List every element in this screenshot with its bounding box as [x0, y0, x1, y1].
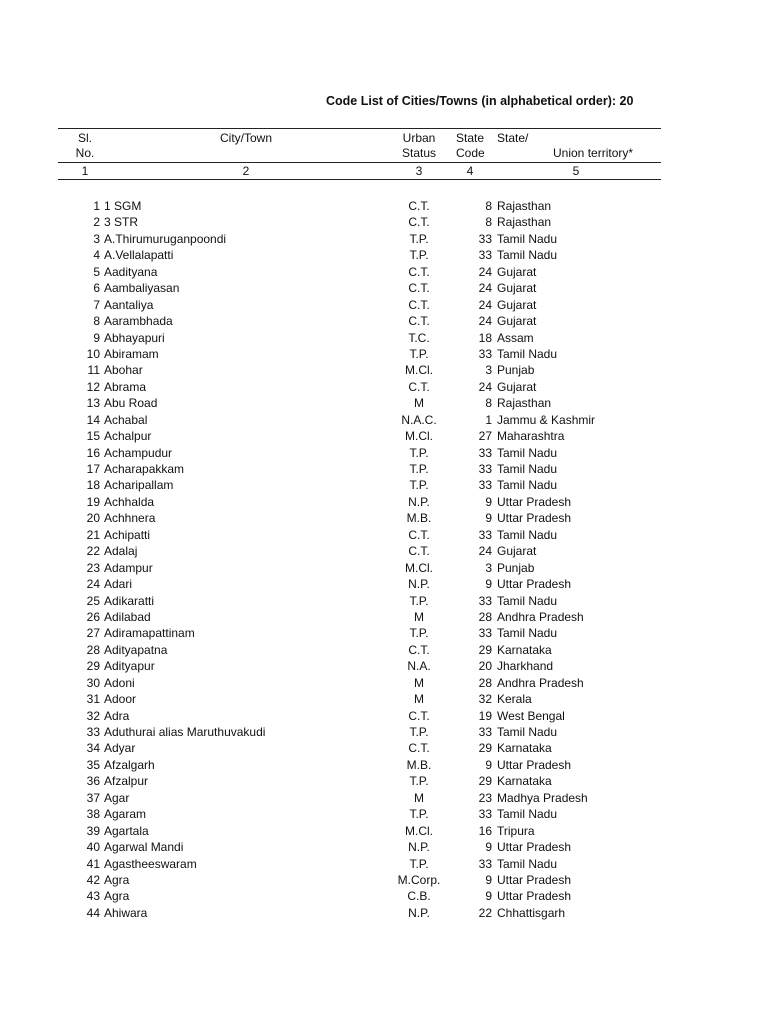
- column-number-3: 3: [415, 164, 423, 178]
- table-row: [0, 494, 768, 510]
- column-number-5: 5: [572, 164, 580, 178]
- state-code-cell: 33: [478, 445, 492, 460]
- sl-cell: 33: [86, 725, 100, 739]
- table-row: [0, 724, 768, 740]
- state-cell: Andhra Pradesh: [497, 609, 584, 624]
- state-code-cell: 8: [485, 396, 492, 411]
- sl-cell: 44: [86, 905, 100, 920]
- state-cell: Uttar Pradesh: [497, 840, 572, 855]
- column-number-2: 2: [242, 164, 250, 178]
- table-row: [0, 313, 768, 329]
- city-cell: Achampudur: [104, 445, 173, 460]
- state-cell: Tamil Nadu: [497, 527, 558, 542]
- sl-cell: 26: [86, 609, 100, 624]
- state-code-cell: 9: [485, 889, 492, 904]
- table-row: [0, 214, 768, 230]
- table-row: [0, 264, 768, 280]
- table-row: [0, 872, 768, 888]
- city-cell: Adra: [104, 708, 130, 723]
- city-cell: Abhayapuri: [104, 330, 165, 345]
- urban-status-cell: M.Cl.: [405, 823, 433, 838]
- city-cell: Adoor: [104, 692, 137, 707]
- table-row: [0, 247, 768, 263]
- state-code-cell: 16: [478, 823, 492, 838]
- state-code-cell: 19: [478, 708, 492, 723]
- city-cell: Abiramam: [104, 346, 159, 361]
- sl-cell: 8: [93, 314, 100, 329]
- city-cell: Agarwal Mandi: [104, 840, 184, 855]
- state-cell: Tamil Nadu: [497, 593, 558, 608]
- city-cell: Adari: [104, 577, 133, 592]
- state-cell: Kerala: [497, 692, 532, 707]
- sl-cell: 27: [86, 626, 100, 641]
- state-code-cell: 33: [478, 725, 492, 739]
- urban-status-cell: M: [414, 790, 424, 805]
- state-cell: Tamil Nadu: [497, 626, 558, 641]
- state-cell: Uttar Pradesh: [497, 872, 572, 887]
- table-row: [0, 823, 768, 839]
- city-cell: Achhnera: [104, 511, 156, 526]
- urban-status-cell: C.T.: [408, 527, 430, 542]
- state-code-cell: 24: [478, 264, 492, 279]
- state-cell: Tamil Nadu: [497, 856, 558, 871]
- state-cell: Uttar Pradesh: [497, 494, 572, 509]
- urban-status-cell: C.T.: [408, 708, 430, 723]
- sl-cell: 12: [86, 379, 100, 394]
- state-cell: Gujarat: [497, 264, 537, 279]
- city-cell: Achalpur: [104, 429, 152, 444]
- state-cell: Assam: [497, 330, 534, 345]
- table-row: [0, 806, 768, 822]
- state-code-cell: 29: [478, 741, 492, 756]
- city-cell: Adityapatna: [104, 642, 168, 657]
- state-code-cell: 33: [478, 231, 492, 246]
- urban-status-cell: T.P.: [409, 231, 429, 246]
- sl-cell: 13: [86, 396, 100, 411]
- table-row: [0, 412, 768, 428]
- header-urban-status: [392, 131, 446, 161]
- city-cell: 3 STR: [104, 215, 139, 230]
- urban-status-cell: M.Cl.: [405, 429, 433, 444]
- sl-cell: 25: [86, 593, 100, 608]
- table-row: [0, 428, 768, 444]
- urban-status-cell: M.B.: [406, 511, 432, 526]
- state-cell: Tripura: [497, 823, 535, 838]
- table-row: [0, 856, 768, 872]
- city-cell: Abrama: [104, 379, 147, 394]
- urban-status-cell: T.P.: [409, 626, 429, 641]
- state-cell: Jharkhand: [497, 659, 554, 674]
- sl-cell: 41: [86, 856, 100, 871]
- sl-cell: 16: [86, 445, 100, 460]
- sl-cell: 2: [93, 215, 100, 230]
- table-row: [0, 593, 768, 609]
- column-number-1: 1: [81, 164, 89, 178]
- table-row: [0, 708, 768, 724]
- urban-status-cell: T.P.: [409, 462, 429, 476]
- sl-cell: 28: [86, 642, 100, 657]
- urban-status-cell: N.P.: [408, 494, 430, 509]
- table-row: [0, 839, 768, 855]
- header-mid-rule: [58, 162, 661, 163]
- state-cell: Punjab: [497, 363, 535, 378]
- state-code-cell: 33: [478, 346, 492, 361]
- table-row: [0, 642, 768, 658]
- state-cell: Punjab: [497, 560, 535, 575]
- state-code-cell: 33: [478, 462, 492, 476]
- state-cell: Uttar Pradesh: [497, 889, 572, 904]
- state-cell: Maharashtra: [497, 429, 565, 444]
- urban-status-cell: M.Cl.: [405, 560, 433, 575]
- table-row: [0, 625, 768, 641]
- table-row: [0, 477, 768, 493]
- state-cell: Gujarat: [497, 297, 537, 312]
- state-cell: Rajasthan: [497, 215, 552, 230]
- urban-status-cell: C.T.: [408, 281, 430, 296]
- state-code-cell: 33: [478, 527, 492, 542]
- sl-cell: 18: [86, 478, 100, 493]
- city-cell: Aambaliyasan: [104, 281, 180, 296]
- city-table-body: [0, 198, 768, 921]
- state-code-cell: 24: [478, 314, 492, 329]
- table-row: [0, 231, 768, 247]
- state-code-cell: 20: [478, 659, 492, 674]
- header-state-code-line2: Code: [456, 146, 485, 160]
- page-title: Code List of Cities/Towns (in alphabetical order): 20: [326, 94, 634, 108]
- urban-status-cell: T.C.: [408, 330, 430, 345]
- urban-status-cell: C.T.: [408, 215, 430, 230]
- urban-status-cell: N.P.: [408, 577, 430, 592]
- state-cell: Uttar Pradesh: [497, 577, 572, 592]
- city-cell: Adilabad: [104, 609, 151, 624]
- city-cell: Adyar: [104, 741, 136, 756]
- sl-cell: 4: [93, 248, 100, 263]
- state-code-cell: 33: [478, 593, 492, 608]
- sl-cell: 15: [86, 429, 100, 444]
- state-code-cell: 27: [478, 429, 492, 444]
- state-cell: Tamil Nadu: [497, 346, 558, 361]
- table-row: [0, 740, 768, 756]
- sl-cell: 34: [86, 741, 100, 756]
- state-cell: Jammu & Kashmir: [497, 412, 596, 427]
- sl-cell: 24: [86, 577, 100, 592]
- urban-status-cell: C.T.: [408, 741, 430, 756]
- state-cell: Gujarat: [497, 281, 537, 296]
- sl-cell: 11: [87, 363, 100, 378]
- header-city-town: City/Town: [219, 131, 272, 145]
- city-cell: Adampur: [104, 560, 153, 575]
- urban-status-cell: T.P.: [409, 856, 429, 871]
- state-code-cell: 9: [485, 577, 492, 592]
- city-cell: Agartala: [104, 823, 149, 838]
- state-cell: Gujarat: [497, 314, 537, 329]
- sl-cell: 30: [86, 675, 100, 690]
- state-code-cell: 8: [485, 199, 492, 213]
- state-cell: Tamil Nadu: [497, 231, 558, 246]
- state-code-cell: 9: [485, 872, 492, 887]
- table-row: [0, 297, 768, 313]
- table-row: [0, 609, 768, 625]
- sl-cell: 20: [86, 511, 100, 526]
- sl-cell: 17: [86, 462, 100, 476]
- sl-cell: 39: [86, 823, 100, 838]
- city-cell: Abu Road: [104, 396, 158, 411]
- state-code-cell: 9: [485, 494, 492, 509]
- state-cell: Tamil Nadu: [497, 478, 558, 493]
- state-cell: Madhya Pradesh: [497, 790, 588, 805]
- sl-cell: 31: [86, 692, 100, 707]
- urban-status-cell: C.T.: [408, 642, 430, 657]
- table-row: [0, 658, 768, 674]
- city-cell: Acharapakkam: [104, 462, 185, 476]
- state-code-cell: 8: [485, 215, 492, 230]
- city-cell: Abohar: [104, 363, 143, 378]
- state-cell: Rajasthan: [497, 199, 552, 213]
- state-cell: Tamil Nadu: [497, 725, 558, 739]
- state-cell: Uttar Pradesh: [497, 511, 572, 526]
- city-cell: Achabal: [104, 412, 148, 427]
- header-sl-line2: No.: [75, 146, 95, 160]
- table-row: [0, 576, 768, 592]
- header-sl-line1: Sl.: [77, 131, 92, 145]
- city-cell: Aduthurai alias Maruthuvakudi: [104, 725, 266, 739]
- sl-cell: 43: [86, 889, 100, 904]
- urban-status-cell: M.B.: [406, 757, 432, 772]
- table-row: [0, 888, 768, 904]
- table-row: [0, 905, 768, 921]
- table-row: [0, 198, 768, 214]
- state-cell: Tamil Nadu: [497, 462, 558, 476]
- city-cell: Afzalgarh: [104, 757, 155, 772]
- state-cell: Tamil Nadu: [497, 248, 558, 263]
- urban-status-cell: T.P.: [409, 346, 429, 361]
- state-cell: Karnataka: [497, 774, 552, 789]
- state-code-cell: 1: [485, 412, 492, 427]
- state-code-cell: 24: [478, 281, 492, 296]
- state-code-cell: 29: [478, 774, 492, 789]
- city-cell: Achhalda: [104, 494, 155, 509]
- urban-status-cell: N.P.: [408, 905, 430, 920]
- table-row: [0, 527, 768, 543]
- header-urban-line1: Urban: [402, 131, 436, 145]
- urban-status-cell: M: [414, 396, 424, 411]
- header-state-code-line1: State: [456, 131, 485, 145]
- state-code-cell: 24: [478, 297, 492, 312]
- state-code-cell: 9: [485, 757, 492, 772]
- city-cell: Agra: [104, 889, 130, 904]
- urban-status-cell: M.Corp.: [397, 872, 441, 887]
- table-row: [0, 757, 768, 773]
- city-cell: A.Thirumuruganpoondi: [104, 231, 227, 246]
- table-row: [0, 790, 768, 806]
- sl-cell: 21: [86, 527, 100, 542]
- header-state-line1: State/: [497, 131, 529, 145]
- header-top-rule: [58, 128, 661, 129]
- sl-cell: 37: [86, 790, 100, 805]
- state-code-cell: 24: [478, 544, 492, 559]
- urban-status-cell: T.P.: [409, 478, 429, 493]
- urban-status-cell: T.P.: [409, 248, 429, 263]
- table-row: [0, 510, 768, 526]
- table-row: [0, 560, 768, 576]
- sl-cell: 6: [93, 281, 100, 296]
- state-code-cell: 22: [478, 905, 492, 920]
- city-cell: Ahiwara: [104, 905, 148, 920]
- city-cell: Adikaratti: [104, 593, 155, 608]
- state-code-cell: 3: [485, 363, 492, 378]
- urban-status-cell: N.A.: [407, 659, 431, 674]
- table-row: [0, 362, 768, 378]
- state-code-cell: 23: [478, 790, 492, 805]
- header-state-code: [456, 131, 485, 161]
- urban-status-cell: C.T.: [408, 544, 430, 559]
- header-urban-line2: Status: [401, 146, 437, 160]
- header-bottom-rule: [58, 179, 661, 180]
- sl-cell: 42: [86, 872, 100, 887]
- urban-status-cell: T.P.: [409, 445, 429, 460]
- urban-status-cell: M.Cl.: [405, 363, 433, 378]
- sl-cell: 23: [86, 560, 100, 575]
- urban-status-cell: M: [414, 692, 424, 707]
- city-cell: Aantaliya: [104, 297, 154, 312]
- state-code-cell: 28: [478, 609, 492, 624]
- state-code-cell: 9: [485, 840, 492, 855]
- city-cell: Adiramapattinam: [104, 626, 195, 641]
- sl-cell: 7: [93, 297, 100, 312]
- table-row: [0, 543, 768, 559]
- sl-cell: 40: [86, 840, 100, 855]
- city-cell: Agastheeswaram: [104, 856, 197, 871]
- table-row: [0, 461, 768, 477]
- city-cell: Agaram: [104, 807, 147, 822]
- state-code-cell: 33: [478, 478, 492, 493]
- urban-status-cell: T.P.: [409, 593, 429, 608]
- sl-cell: 10: [86, 346, 100, 361]
- city-cell: Afzalpur: [104, 774, 149, 789]
- state-cell: Karnataka: [497, 642, 552, 657]
- state-code-cell: 33: [478, 856, 492, 871]
- state-code-cell: 18: [478, 330, 492, 345]
- city-cell: Aarambhada: [104, 314, 173, 329]
- city-cell: 1 SGM: [104, 199, 142, 213]
- state-cell: Tamil Nadu: [497, 445, 558, 460]
- urban-status-cell: C.T.: [408, 297, 430, 312]
- state-code-cell: 28: [478, 675, 492, 690]
- state-cell: West Bengal: [497, 708, 565, 723]
- table-row: [0, 691, 768, 707]
- table-row: [0, 445, 768, 461]
- sl-cell: 5: [93, 264, 100, 279]
- state-code-cell: 9: [485, 511, 492, 526]
- urban-status-cell: C.T.: [408, 379, 430, 394]
- city-cell: Achipatti: [104, 527, 151, 542]
- table-row: [0, 280, 768, 296]
- state-cell: Chhattisgarh: [497, 905, 566, 920]
- urban-status-cell: N.A.C.: [401, 412, 437, 427]
- sl-cell: 35: [86, 757, 100, 772]
- sl-cell: 32: [86, 708, 100, 723]
- header-state-line2: Union territory*: [553, 146, 634, 160]
- state-cell: Gujarat: [497, 544, 537, 559]
- state-cell: Karnataka: [497, 741, 552, 756]
- sl-cell: 3: [93, 231, 100, 246]
- state-code-cell: 33: [478, 248, 492, 263]
- city-cell: Adalaj: [104, 544, 138, 559]
- city-cell: A.Vellalapatti: [104, 248, 174, 263]
- urban-status-cell: T.P.: [409, 807, 429, 822]
- state-code-cell: 29: [478, 642, 492, 657]
- urban-status-cell: C.T.: [408, 264, 430, 279]
- column-number-4: 4: [466, 164, 474, 178]
- urban-status-cell: C.T.: [408, 314, 430, 329]
- city-cell: Adityapur: [104, 659, 155, 674]
- city-cell: Agra: [104, 872, 130, 887]
- sl-cell: 19: [86, 494, 100, 509]
- city-cell: Agar: [104, 790, 130, 805]
- table-row: [0, 773, 768, 789]
- sl-cell: 36: [86, 774, 100, 789]
- sl-cell: 1: [93, 199, 100, 213]
- state-code-cell: 33: [478, 626, 492, 641]
- table-row: [0, 395, 768, 411]
- table-row: [0, 346, 768, 362]
- state-code-cell: 3: [485, 560, 492, 575]
- state-cell: Gujarat: [497, 379, 537, 394]
- state-code-cell: 33: [478, 807, 492, 822]
- sl-cell: 22: [86, 544, 100, 559]
- urban-status-cell: M: [414, 675, 424, 690]
- state-cell: Andhra Pradesh: [497, 675, 584, 690]
- table-row: [0, 379, 768, 395]
- table-row: [0, 675, 768, 691]
- table-row: [0, 330, 768, 346]
- sl-cell: 29: [86, 659, 100, 674]
- urban-status-cell: T.P.: [409, 725, 429, 739]
- city-cell: Acharipallam: [104, 478, 174, 493]
- urban-status-cell: T.P.: [409, 774, 429, 789]
- urban-status-cell: N.P.: [408, 840, 430, 855]
- urban-status-cell: M: [414, 609, 424, 624]
- state-cell: Tamil Nadu: [497, 807, 558, 822]
- city-cell: Aadityana: [104, 264, 158, 279]
- city-cell: Adoni: [104, 675, 135, 690]
- header-sl-no: [70, 131, 100, 161]
- sl-cell: 38: [86, 807, 100, 822]
- urban-status-cell: C.B.: [407, 889, 431, 904]
- state-cell: Rajasthan: [497, 396, 552, 411]
- sl-cell: 14: [86, 412, 100, 427]
- state-code-cell: 32: [478, 692, 492, 707]
- state-code-cell: 24: [478, 379, 492, 394]
- state-cell: Uttar Pradesh: [497, 757, 572, 772]
- urban-status-cell: C.T.: [408, 199, 430, 213]
- sl-cell: 9: [93, 330, 100, 345]
